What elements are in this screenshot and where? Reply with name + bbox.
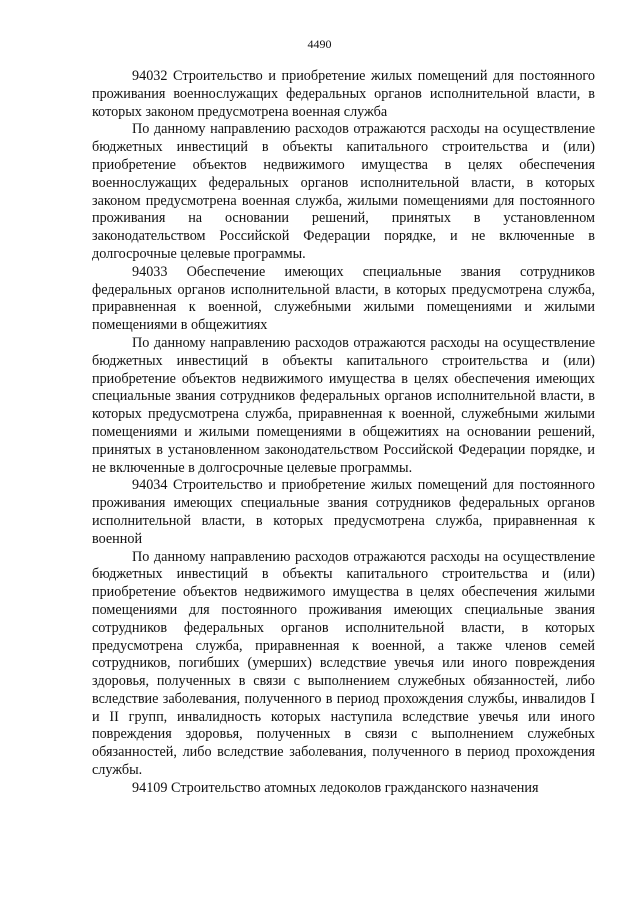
document-body	[92, 68, 595, 798]
paragraph-94033-description: По данному направлению расходов отражаются расходы на осуществление бюджетных инвестиций в объекты капитального строительства и (или) приобретение объектов недвижимого имущества в целях обеспечения имеющих специальные звания сотрудников федеральных органов исполнительной власти, в которых предусмотрена служба, приравненная к военной, служебными жилыми помещениями и жилыми помещениями в общежитиях на основании решений, принятых в установленном законодательством Российской Федерации порядке, и не включенные в долгосрочные целевые программы.	[92, 334, 595, 476]
paragraph-94109-heading: 94109 Строительство атомных ледоколов гражданского назначения	[132, 779, 539, 796]
page-number: 4490	[307, 37, 332, 51]
paragraph-94034-description: По данному направлению расходов отражаются расходы на осуществление бюджетных инвестиций в объекты капитального строительства и (или) приобретение объектов недвижимого имущества в целях обеспечения жилыми помещениями для постоянного проживания имеющих специальные звания сотрудников федеральных органов исполнительной власти, в которых предусмотрена служба, приравненная к военной, а также членов семей сотрудников, погибших (умерших) вследствие увечья или иного повреждения здоровья, полученных в связи с выполнением служебных обязанностей, либо вследствие заболевания, полученного в период прохождения службы, инвалидов I и II групп, инвалидность которых наступила вследствие увечья или иного повреждения здоровья, полученных в связи с выполнением служебных обязанностей, либо вследствие заболевания, полученного в период прохождения службы.	[92, 548, 595, 779]
paragraph-94032-heading: 94032 Строительство и приобретение жилых помещений для постоянного проживания военнослужащих федеральных органов исполнительной власти, в которых законом предусмотрена военная служба	[92, 68, 595, 120]
paragraph-94032-description: По данному направлению расходов отражаются расходы на осуществление бюджетных инвестиций в объекты капитального строительства и (или) приобретение объектов недвижимого имущества в целях обеспечения военнослужащих федеральных органов исполнительной власти, в которых законом предусмотрена военная служба, жилыми помещениями для постоянного проживания на основании решений, принятых в установленном законодательством Российской Федерации порядке, и не включенные в долгосрочные целевые программы.	[92, 121, 595, 262]
paragraph-94033-heading: 94033 Обеспечение имеющих специальные звания сотрудников федеральных органов исполнительной власти, в которых предусмотрена служба, приравненная к военной, служебными жилыми помещениями и жилыми помещениями в общежитиях	[92, 263, 595, 334]
paragraph-94034-heading: 94034 Строительство и приобретение жилых помещений для постоянного проживания имеющих специальные звания сотрудников федеральных органов исполнительной власти, в которых предусмотрена служба, приравненная к военной	[92, 477, 595, 547]
